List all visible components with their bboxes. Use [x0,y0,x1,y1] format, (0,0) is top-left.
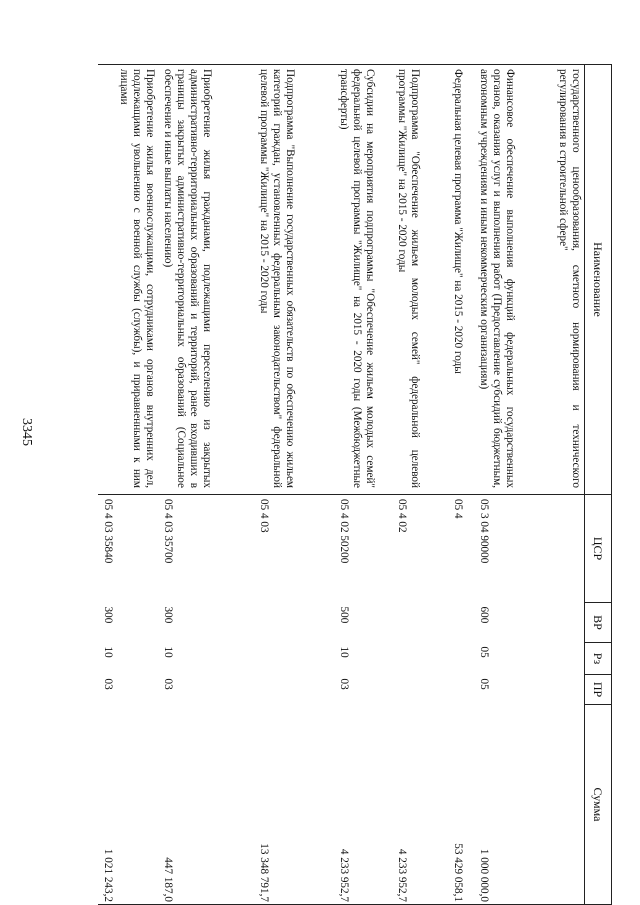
row-sum [537,705,585,905]
row-name: Субсидии на мероприятия подпрограммы "Обеспечение жильем молодых семей" федеральной целевой программы "Жилище" на 2015 - 2020 годы (Межбюджетные трансферты) [335,65,393,495]
row-rz [537,643,585,675]
row-rz: 10 [337,646,350,658]
row-vr: 300 [161,606,174,624]
row-pr [537,675,585,705]
row-csr: 05 4 [451,499,464,519]
row-csr: 05 4 03 [257,499,270,533]
row-rz [255,643,335,675]
row-csr: 05 4 02 50200 [337,499,350,564]
row-name: Подпрограмма "Обеспечение жильем молодых семей" федеральной целевой программы "Жилище" на 2015 - 2020 годы [393,65,449,495]
row-vr: 500 [337,606,350,624]
table-row [255,65,335,905]
row-sum: 447 187,0 [159,705,255,905]
row-pr [393,675,449,705]
header-rz: Рз [585,643,612,675]
table-row [99,65,159,905]
row-pr [449,675,475,705]
header-csr: ЦСР [585,495,612,603]
row-csr: 05 4 03 35840 [101,499,114,564]
header-name: Наименование [585,65,612,495]
row-csr: 05 4 03 35700 [161,499,174,564]
row-pr: 05 [477,678,490,690]
row-name: государственного ценообразования, сметного нормирования и технического регулирования в строительной сфере" [537,65,585,495]
header-vr: ВР [585,603,612,643]
table-row [393,65,449,905]
table-row [159,65,255,905]
row-vr: 300 [101,606,114,624]
row-rz: 05 [477,646,490,658]
row-pr: 03 [337,678,350,690]
row-vr [449,603,475,643]
table-row [335,65,393,905]
row-sum: 53 429 058,1 [449,705,475,905]
row-vr [255,603,335,643]
rotated-page [84,64,612,904]
row-pr: 03 [161,678,174,690]
budget-table [99,64,613,905]
row-rz: 10 [161,646,174,658]
row-pr: 03 [101,678,114,690]
table-row [475,65,537,905]
row-vr [537,603,585,643]
row-name: Приобретение жилья гражданами, подлежащими переселению из закрытых административно-территориальных образований и территорий, ранее входивших в границы закрытых административно-территориальных образований (Социальное обеспечение и иные выплаты населению) [159,65,255,495]
row-sum: 4 233 952,7 [335,705,393,905]
table-header-row [585,65,612,905]
row-csr [537,495,585,603]
header-pr: ПР [585,675,612,705]
row-name: Подпрограмма "Выполнение государственных обязательств по обеспечению жильем категорий граждан, установленных федеральным законодательством" федеральной целевой программы "Жилище" на 2015 - 2020 годы [255,65,335,495]
header-sum: Сумма [585,705,612,905]
row-pr [255,675,335,705]
row-sum: 4 233 952,7 [393,705,449,905]
row-csr: 05 4 02 [395,499,408,533]
row-name: Федеральная целевая программа "Жилище" на 2015 - 2020 годы [449,65,475,495]
table-row [449,65,475,905]
row-vr [393,603,449,643]
row-sum: 1 000 000,0 [475,705,537,905]
page-number: 3345 [19,418,34,446]
row-rz [393,643,449,675]
row-rz: 10 [101,646,114,658]
row-name: Финансовое обеспечение выполнения функций федеральных государственных органов, оказания услуг и выполнения работ (Предоставление субсидий бюджетным, автономным учреждениям и иным некоммерческим организациям) [475,65,537,495]
row-rz [449,643,475,675]
row-name: Приобретение жилья военнослужащими, сотрудниками органов внутренних дел, подлежащими увольнению с военной службы (службы), и приравненными к ним лицами [99,65,159,495]
row-sum: 13 348 791,7 [255,705,335,905]
row-sum: 1 021 243,2 [99,705,159,905]
row-csr: 05 3 04 90000 [477,499,490,564]
row-vr: 600 [477,606,490,624]
table-row [537,65,585,905]
